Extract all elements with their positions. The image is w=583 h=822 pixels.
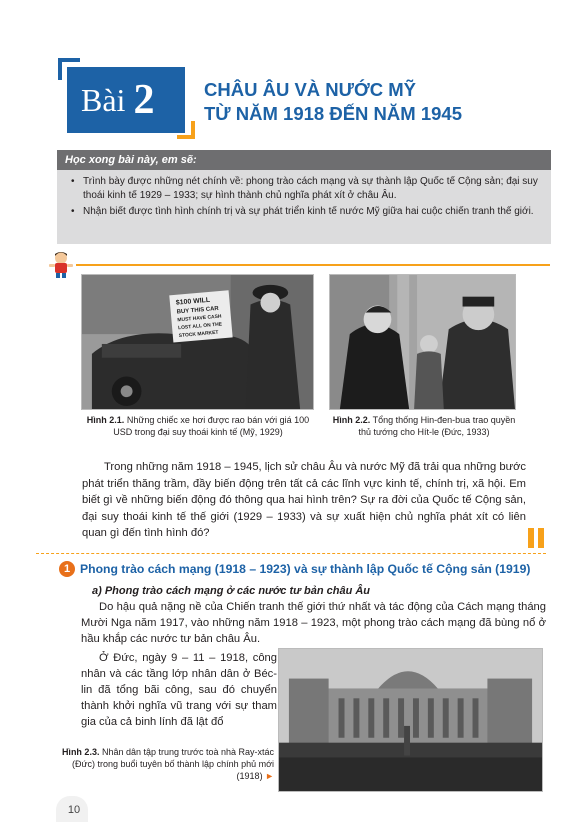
lesson-number: 2 xyxy=(133,77,155,123)
section-divider xyxy=(36,553,546,554)
pause-marker-icon xyxy=(528,528,545,548)
header-corner-bottom-right xyxy=(177,121,195,139)
objective-item: • Nhận biết được tình hình chính trị và sự phát triển kinh tế nước Mỹ giữa hai cuộc chiến tranh thế giới. xyxy=(71,205,541,219)
objective-item: • Trình bày được những nét chính về: phong trào cách mạng và sự thành lập Quốc tế Cộng sản; đại suy thoái kinh tế 1929 – 1933; sự hình thành chủ nghĩa phát xít ở châu Âu. xyxy=(71,175,541,203)
figure-label: Hình 2.3. xyxy=(61,747,100,757)
figure-label: Hình 2.1. xyxy=(86,415,125,425)
caption-arrow-icon: ► xyxy=(265,771,274,781)
figure-text: Những chiếc xe hơi được rao bán với giá 100 USD trong đại suy thoái kinh tế (Mỹ, 1929) xyxy=(113,415,310,437)
lesson-title-line2: TỪ NĂM 1918 ĐẾN NĂM 1945 xyxy=(204,103,462,124)
car-sign-line: LOST ALL ON THE xyxy=(177,322,223,332)
lesson-title-line1: CHÂU ÂU VÀ NƯỚC MỸ xyxy=(204,79,417,100)
car-sign-line: STOCK MARKET xyxy=(178,330,219,340)
car-sign-line: $100 WILL xyxy=(175,296,211,307)
figure-2-3-caption xyxy=(44,746,274,782)
page-number: 10 xyxy=(67,804,81,816)
intro-divider xyxy=(76,264,550,266)
objectives-list xyxy=(57,170,551,244)
figure-text: Nhân dân tập trung trước toà nhà Ray-xtác (Đức) trong buổi tuyên bố thành lập chính phủ mới (1918) xyxy=(71,747,274,781)
car-sign-line: MUST HAVE CASH xyxy=(177,314,222,324)
lesson-badge xyxy=(67,67,185,133)
student-mascot-icon xyxy=(48,250,74,278)
section-paragraph: Do hậu quả nặng nề của Chiến tranh thế giới thứ nhất và tác động của Cách mạng tháng Mười Nga năm 1917, vào những năm 1918 – 1923, một phong trào cách mạng đã bùng nổ ở hầu khắp các nước tư bản châu Âu. xyxy=(81,601,546,645)
figure-2-1-photo xyxy=(81,274,314,410)
subsection-title: a) Phong trào cách mạng ở các nước tư bản châu Âu xyxy=(92,585,371,597)
figure-text: Tổng thống Hin-đen-bua trao quyền thủ tướng cho Hít-le (Đức, 1933) xyxy=(358,415,516,437)
car-sign-line: BUY THIS CAR xyxy=(176,305,219,316)
section-paragraph: Ở Đức, ngày 9 – 11 – 1918, công nhân và các tầng lớp nhân dân ở Béc-lin đã tổng bãi công, sau đó chuyển thành khởi nghĩa vũ trang với sự tham gia của cả binh lính đã lật đổ xyxy=(81,652,277,728)
lesson-word: Bài xyxy=(81,81,126,118)
section-title: Phong trào cách mạng (1918 – 1923) và sự thành lập Quốc tế Cộng sản (1919) xyxy=(80,562,531,576)
figure-label: Hình 2.2. xyxy=(332,415,371,425)
figure-2-3-photo xyxy=(278,648,543,792)
intro-paragraph: Trong những năm 1918 – 1945, lịch sử châu Âu và nước Mỹ đã trải qua những bước phát triển thăng trầm, đầy biến động trên tất cả các lĩnh vực kinh tế, chính trị, xã hội. Em biết gì về những biến động đó thông qua hai hình trên? Sự ra đời của Quốc tế Cộng sản, đại suy thoái kinh tế thế giới (1929 – 1933) và sự xuất hiện chủ nghĩa phát xít có liên quan gì đến tình hình đó? xyxy=(82,461,526,539)
figure-2-2-photo xyxy=(329,274,516,410)
lesson-title xyxy=(204,78,534,126)
figure-2-2-caption xyxy=(332,414,516,438)
figure-2-1-caption xyxy=(84,414,312,438)
section-number-badge: 1 xyxy=(59,561,75,577)
objectives-heading: Học xong bài này, em sẽ: xyxy=(57,150,551,170)
